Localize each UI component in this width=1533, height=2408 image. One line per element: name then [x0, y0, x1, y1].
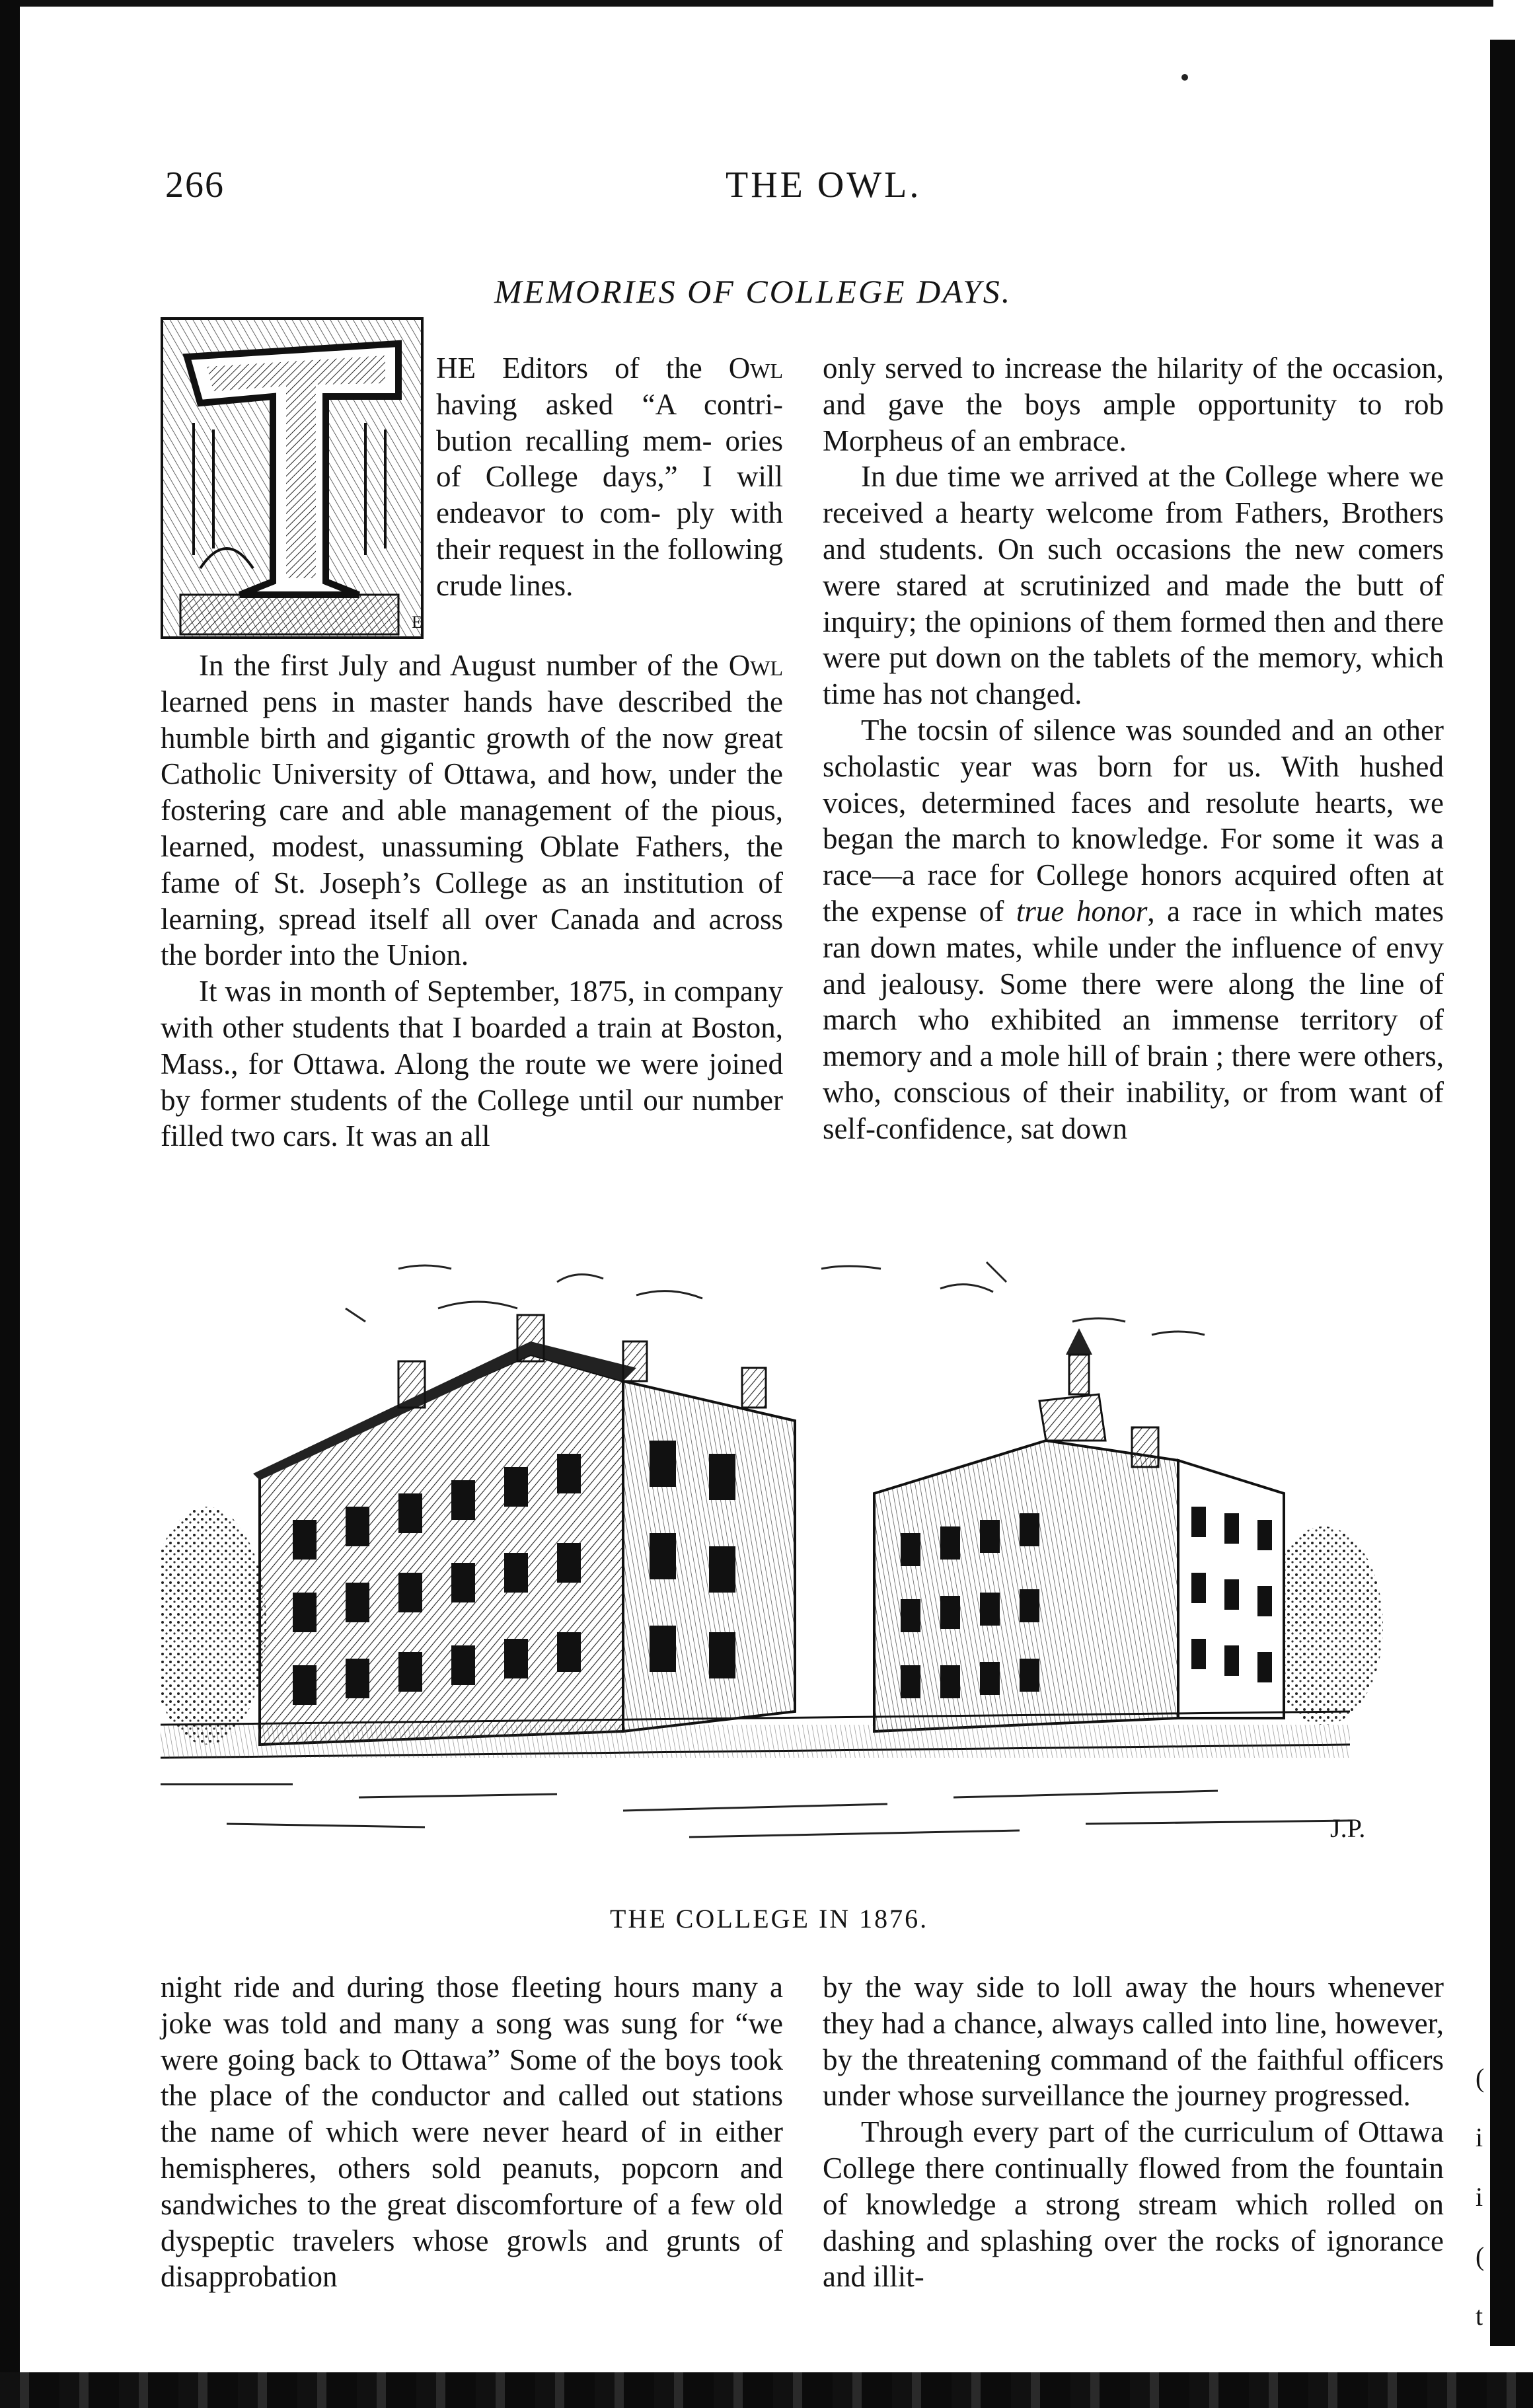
page-number: 266	[165, 165, 225, 206]
text-span: , a race in which mates ran down mates, while under the influence of envy and jealousy. Some there were along the line of march who exhibited an immense territory of memory and a mole hill of brain ; there were others, who, conscious of their inability, or from want of self-confidence, sat down	[823, 894, 1444, 1145]
emphasis: true honor	[1016, 894, 1148, 928]
svg-text:E: E	[412, 613, 422, 632]
margin-mark: (	[1476, 2063, 1485, 2093]
scan-speck	[1181, 74, 1188, 81]
figure-caption: THE COLLEGE IN 1876.	[610, 1904, 929, 1934]
college-engraving	[161, 1256, 1396, 1863]
margin-mark: t	[1476, 2301, 1483, 2331]
column-top-right	[823, 350, 1444, 1147]
paragraph	[823, 712, 1444, 1147]
running-head: THE OWL.	[726, 165, 922, 206]
margin-marks	[1476, 2049, 1489, 2346]
dropcap-illustration	[161, 317, 424, 639]
paragraph: Through every part of the curriculum of Ottawa College there continually flowed from the fountain of knowledge a strong stream which rolled on dashing and splashing over the rocks of ignorance and illit-	[823, 2115, 1444, 2294]
paragraph: It was in month of September, 1875, in company with other students that I boarded a train at Boston, Mass., for Ottawa. Along the route we were joined by former students of the College until our number filled two cars. It was an all	[161, 975, 783, 1153]
article-title: MEMORIES OF COLLEGE DAYS.	[494, 273, 1012, 310]
engraver-signature: J.P.	[1330, 1813, 1366, 1843]
dropcap-paragraph	[436, 350, 783, 604]
column-top-left	[161, 648, 783, 1154]
scan-border-right	[1490, 40, 1515, 2346]
dropcap-line-1: HE Editors of the	[436, 352, 702, 385]
margin-mark: i	[1476, 2182, 1483, 2212]
text-span: The tocsin of silence was sounded and an other scholastic year was born for us. With hushed voices, determined faces and resolute hearts, we began the march to knowledge. For some it was a race—a race for College honors acquired often at the expense of	[823, 713, 1444, 928]
scan-border-top	[20, 0, 1493, 7]
paragraph: by the way side to loll away the hours whenever they had a chance, always called into line, however, by the threatening command of the faithful officers under whose surveillance the journey progressed.	[823, 1971, 1444, 2113]
dropcap-line-rest: having asked “A contri- bution recalling mem- ories of College days,” I will endeavor to com- ply with their request in the following crude lines.	[436, 387, 783, 602]
owl-name: Owl	[728, 649, 783, 682]
owl-name: Owl	[728, 352, 783, 385]
column-bottom-left	[161, 1969, 783, 2295]
text-span: learned pens in master hands have described the humble birth and gigantic growth of the now great Catholic University of Ottawa, and how, under the fostering care and able management of the pious, learned, modest, unassuming Oblate Fathers, the fame of St. Joseph’s College as an institution of learning, spread itself all over Canada and across the border into the Union.	[161, 685, 783, 972]
margin-mark: (	[1476, 2241, 1485, 2271]
scan-border-left	[0, 0, 20, 2408]
paragraph: night ride and during those fleeting hours many a joke was told and many a song was sung for “we were going back to Ottawa” Some of the boys took the place of the conductor and called out stations the name of which were never heard of in either hemispheres, others sold peanuts, popcorn and sandwiches to the great discomforture of a few old dyspeptic travelers whose growls and grunts of disapprobation	[161, 1971, 783, 2294]
column-bottom-right	[823, 1969, 1444, 2295]
paragraph	[161, 648, 783, 973]
paragraph: only served to increase the hilarity of the occasion, and gave the boys ample opportunity to rob Morpheus of an embrace.	[823, 352, 1444, 457]
paragraph: In due time we arrived at the College where we received a hearty welcome from Fathers, Brothers and students. On such occasions the new comers were stared at scrutinized and made the butt of inquiry; the opinions of them formed then and there were put down on the tablets of the memory, which time has not changed.	[823, 460, 1444, 711]
scan-border-bottom	[0, 2372, 1533, 2408]
text-span: In the first July and August number of the	[199, 649, 729, 682]
margin-mark: i	[1476, 2123, 1483, 2152]
